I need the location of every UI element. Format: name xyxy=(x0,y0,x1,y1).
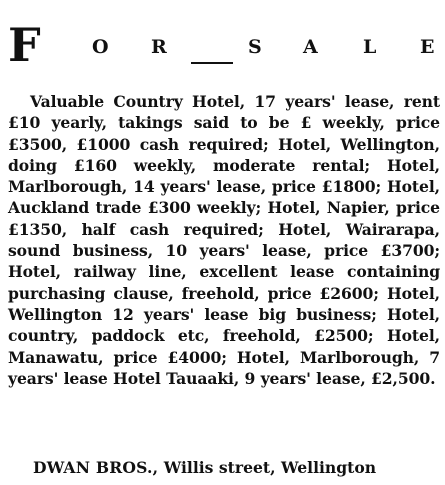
heading-letter-e: E xyxy=(420,36,435,58)
advert-body-text: Valuable Country Hotel, 17 years' lease, rent £10 yearly, takings said to be £ weekly, price £3500, £1000 cash required; Hotel, Wellington, doing £160 weekly, moderate rental; Hotel, Marlborough, 14 years' lease, price £1800; Hotel, Auckland trade £300 weekly; Hotel, Napier, price £1350, half cash required; Hotel, Wairarapa, sound business, 10 years' lease, price £3700; Hotel, railway line, excellent lease containing purchasing clause, freehold, price £2600; Hotel, Wellington 12 years' lease big business; Hotel, country, paddock etc, freehold, £2500; Hotel, Manawatu, price £4000; Hotel, Marlborough, 7 years' lease Hotel Tauaaki, 9 years' lease, £2,500. xyxy=(8,92,440,388)
heading-initial-letter: F xyxy=(8,18,41,72)
heading-letter-r: R xyxy=(151,36,167,58)
heading-letter-s: S xyxy=(248,36,262,58)
signature-address: Willis street, Wellington xyxy=(163,458,377,477)
heading-letter-o: O xyxy=(92,36,109,58)
heading-letter-a: A xyxy=(303,36,318,58)
advert-signature xyxy=(33,458,445,478)
signature-firm-name: DWAN BROS., xyxy=(33,458,159,477)
advert-heading xyxy=(8,18,438,72)
heading-letter-l: L xyxy=(363,36,377,58)
heading-divider xyxy=(191,62,233,64)
